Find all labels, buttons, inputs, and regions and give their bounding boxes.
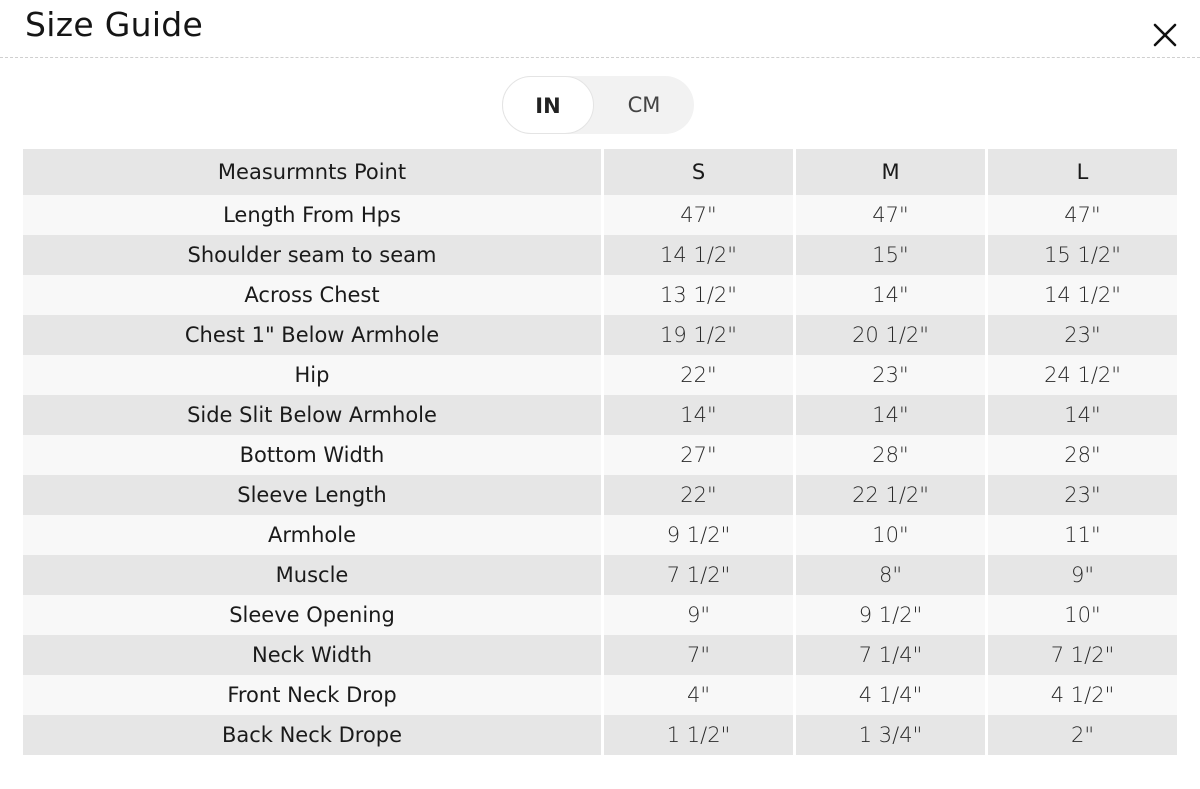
table-row bbox=[23, 395, 1177, 435]
size-l-value: 14 1/2" bbox=[988, 275, 1177, 315]
size-s-value: 27" bbox=[604, 435, 793, 475]
size-l-value: 2" bbox=[988, 715, 1177, 755]
measurement-label: Across Chest bbox=[23, 275, 601, 315]
table-header-row bbox=[23, 149, 1177, 195]
measurement-label: Muscle bbox=[23, 555, 601, 595]
size-l-value: 11" bbox=[988, 515, 1177, 555]
size-m-value: 23" bbox=[796, 355, 985, 395]
size-s-value: 7 1/2" bbox=[604, 555, 793, 595]
measurement-label: Back Neck Drope bbox=[23, 715, 601, 755]
table-row bbox=[23, 475, 1177, 515]
size-s-value: 9" bbox=[604, 595, 793, 635]
measurement-label: Bottom Width bbox=[23, 435, 601, 475]
table-row bbox=[23, 435, 1177, 475]
size-s-value: 7" bbox=[604, 635, 793, 675]
size-l-value: 9" bbox=[988, 555, 1177, 595]
size-m-value: 22 1/2" bbox=[796, 475, 985, 515]
size-m-value: 10" bbox=[796, 515, 985, 555]
measurement-label: Chest 1" Below Armhole bbox=[23, 315, 601, 355]
close-button[interactable] bbox=[1150, 20, 1180, 50]
size-s-value: 19 1/2" bbox=[604, 315, 793, 355]
size-l-value: 14" bbox=[988, 395, 1177, 435]
table-row bbox=[23, 715, 1177, 755]
size-m-value: 4 1/4" bbox=[796, 675, 985, 715]
size-l-value: 15 1/2" bbox=[988, 235, 1177, 275]
measurement-label: Side Slit Below Armhole bbox=[23, 395, 601, 435]
measurement-label: Hip bbox=[23, 355, 601, 395]
size-s-value: 14" bbox=[604, 395, 793, 435]
unit-option-in[interactable]: IN bbox=[502, 76, 594, 134]
size-m-value: 7 1/4" bbox=[796, 635, 985, 675]
size-l-value: 10" bbox=[988, 595, 1177, 635]
table-row bbox=[23, 355, 1177, 395]
size-m-value: 20 1/2" bbox=[796, 315, 985, 355]
size-s-value: 14 1/2" bbox=[604, 235, 793, 275]
measurement-label: Armhole bbox=[23, 515, 601, 555]
size-m-value: 14" bbox=[796, 395, 985, 435]
measurement-label: Shoulder seam to seam bbox=[23, 235, 601, 275]
table-row bbox=[23, 515, 1177, 555]
size-m-value: 14" bbox=[796, 275, 985, 315]
table-row bbox=[23, 595, 1177, 635]
column-header-measurement: Measurmnts Point bbox=[23, 149, 601, 195]
table-row bbox=[23, 635, 1177, 675]
size-l-value: 4 1/2" bbox=[988, 675, 1177, 715]
table-row bbox=[23, 195, 1177, 235]
size-s-value: 4" bbox=[604, 675, 793, 715]
size-s-value: 22" bbox=[604, 355, 793, 395]
measurement-label: Length From Hps bbox=[23, 195, 601, 235]
table-row bbox=[23, 315, 1177, 355]
size-s-value: 1 1/2" bbox=[604, 715, 793, 755]
size-l-value: 23" bbox=[988, 315, 1177, 355]
size-m-value: 15" bbox=[796, 235, 985, 275]
unit-option-cm[interactable]: CM bbox=[627, 93, 661, 117]
dialog-header bbox=[0, 0, 1200, 58]
size-l-value: 24 1/2" bbox=[988, 355, 1177, 395]
size-table bbox=[20, 149, 1180, 755]
table-row bbox=[23, 275, 1177, 315]
size-m-value: 47" bbox=[796, 195, 985, 235]
size-s-value: 22" bbox=[604, 475, 793, 515]
size-m-value: 1 3/4" bbox=[796, 715, 985, 755]
close-icon bbox=[1150, 20, 1180, 50]
measurement-label: Sleeve Opening bbox=[23, 595, 601, 635]
column-header-s: S bbox=[604, 149, 793, 195]
table-row bbox=[23, 555, 1177, 595]
size-l-value: 7 1/2" bbox=[988, 635, 1177, 675]
size-l-value: 28" bbox=[988, 435, 1177, 475]
size-m-value: 28" bbox=[796, 435, 985, 475]
table-row bbox=[23, 235, 1177, 275]
size-s-value: 13 1/2" bbox=[604, 275, 793, 315]
measurement-label: Sleeve Length bbox=[23, 475, 601, 515]
size-l-value: 47" bbox=[988, 195, 1177, 235]
size-s-value: 9 1/2" bbox=[604, 515, 793, 555]
size-l-value: 23" bbox=[988, 475, 1177, 515]
size-m-value: 8" bbox=[796, 555, 985, 595]
column-header-m: M bbox=[796, 149, 985, 195]
column-header-l: L bbox=[988, 149, 1177, 195]
size-s-value: 47" bbox=[604, 195, 793, 235]
table-row bbox=[23, 675, 1177, 715]
measurement-label: Neck Width bbox=[23, 635, 601, 675]
measurement-label: Front Neck Drop bbox=[23, 675, 601, 715]
size-m-value: 9 1/2" bbox=[796, 595, 985, 635]
dialog-title: Size Guide bbox=[25, 5, 204, 44]
unit-toggle bbox=[502, 76, 694, 134]
